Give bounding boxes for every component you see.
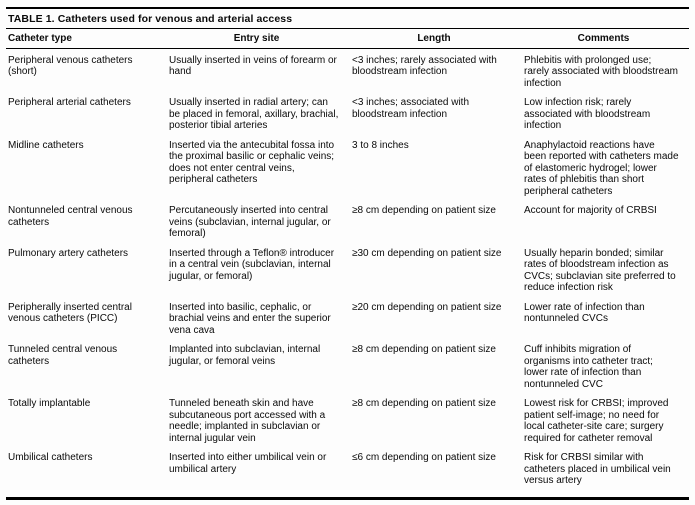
cell-length: ≤6 cm depending on patient size: [352, 452, 496, 463]
cell-length: ≥30 cm depending on patient size: [352, 247, 502, 259]
column-header-entry-site: Entry site: [233, 33, 280, 44]
cell-entry-site: Inserted into basilic, cephalic, or brachial veins and enter the superior vena cava: [169, 301, 331, 336]
table-row: [6, 140, 689, 198]
cell-catheter-type: Tunneled central venous catheters: [8, 344, 118, 367]
table-row: [6, 205, 689, 240]
table-body: [6, 49, 689, 495]
cell-length: ≥8 cm depending on patient size: [352, 205, 496, 216]
cell-comments: Risk for CRBSI similar with catheters placed in umbilical vein versus artery: [524, 452, 671, 486]
column-header-length: Length: [417, 33, 451, 44]
cell-comments: Anaphylactoid reactions have been reported with catheters made of elastomeric hydrogel; lower rates of phlebitis than short peripheral catheters: [524, 139, 679, 197]
cell-entry-site: Usually inserted in radial artery; can be placed in femoral, axillary, brachial, posterior tibial arteries: [169, 97, 339, 131]
cell-comments: Lower rate of infection than nontunneled CVCs: [524, 301, 645, 324]
cell-comments: Lowest risk for CRBSI; improved patient self-image; no need for local catheter-site care; surgery required for catheter removal: [524, 398, 669, 444]
cell-length: <3 inches; associated with bloodstream infection: [352, 97, 470, 120]
cell-catheter-type: Peripheral arterial catheters: [8, 97, 131, 108]
table-row: [6, 55, 689, 90]
cell-comments: Low infection risk; rarely associated with bloodstream infection: [524, 97, 651, 131]
column-header-comments: Comments: [577, 33, 630, 44]
cell-comments: Usually heparin bonded; similar rates of bloodstream infection as CVCs; subclavian site preferred to reduce infection risk: [524, 247, 676, 293]
cell-length: ≥20 cm depending on patient size: [352, 301, 502, 313]
cell-entry-site: Usually inserted in veins of forearm or hand: [169, 54, 337, 77]
cell-length: <3 inches; rarely associated with bloodstream infection: [352, 54, 497, 77]
cell-catheter-type: Peripheral venous catheters (short): [8, 54, 133, 77]
cell-catheter-type: Umbilical catheters: [8, 452, 93, 463]
cell-catheter-type: Midline catheters: [8, 139, 84, 151]
table-row: [6, 248, 689, 294]
bottom-rule: [6, 497, 689, 500]
cell-length: 3 to 8 inches: [352, 139, 409, 151]
cell-length: ≥8 cm depending on patient size: [352, 398, 496, 409]
cell-entry-site: Inserted into either umbilical vein or umbilical artery: [169, 452, 327, 475]
cell-entry-site: Inserted through a Teflon® introducer in a central vein (subclavian, internal jugular, or femoral): [169, 247, 335, 282]
cell-catheter-type: Peripherally inserted central venous catheters (PICC): [8, 301, 132, 324]
cell-catheter-type: Nontunneled central venous catheters: [8, 205, 133, 228]
table-row: [6, 97, 689, 132]
cell-catheter-type: Totally implantable: [8, 398, 91, 409]
cell-entry-site: Inserted via the antecubital fossa into the proximal basilic or cephalic veins; does not enter central veins, peripheral catheters: [169, 139, 335, 185]
cell-comments: Account for majority of CRBSI: [524, 205, 657, 216]
table-row: [6, 452, 689, 487]
table-row: [6, 302, 689, 337]
cell-catheter-type: Pulmonary artery catheters: [8, 247, 129, 259]
table-header-row: [6, 29, 689, 48]
table-row: [6, 398, 689, 444]
cell-comments: Phlebitis with prolonged use; rarely associated with bloodstream infection: [524, 54, 678, 89]
cell-comments: Cuff inhibits migration of organisms into catheter tract; lower rate of infection than nontunneled CVC: [524, 344, 653, 390]
cell-entry-site: Implanted into subclavian, internal jugular, or femoral veins: [169, 344, 321, 367]
table-row: [6, 344, 689, 390]
cell-entry-site: Tunneled beneath skin and have subcutaneous port accessed with a needle; implanted in subclavian or internal jugular vein: [169, 398, 326, 444]
column-header-catheter-type: Catheter type: [8, 33, 72, 44]
cell-length: ≥8 cm depending on patient size: [352, 344, 496, 355]
cell-entry-site: Percutaneously inserted into central veins (subclavian, internal jugular, or femoral): [169, 205, 331, 239]
table-title: TABLE 1. Catheters used for venous and arterial access: [8, 13, 293, 25]
